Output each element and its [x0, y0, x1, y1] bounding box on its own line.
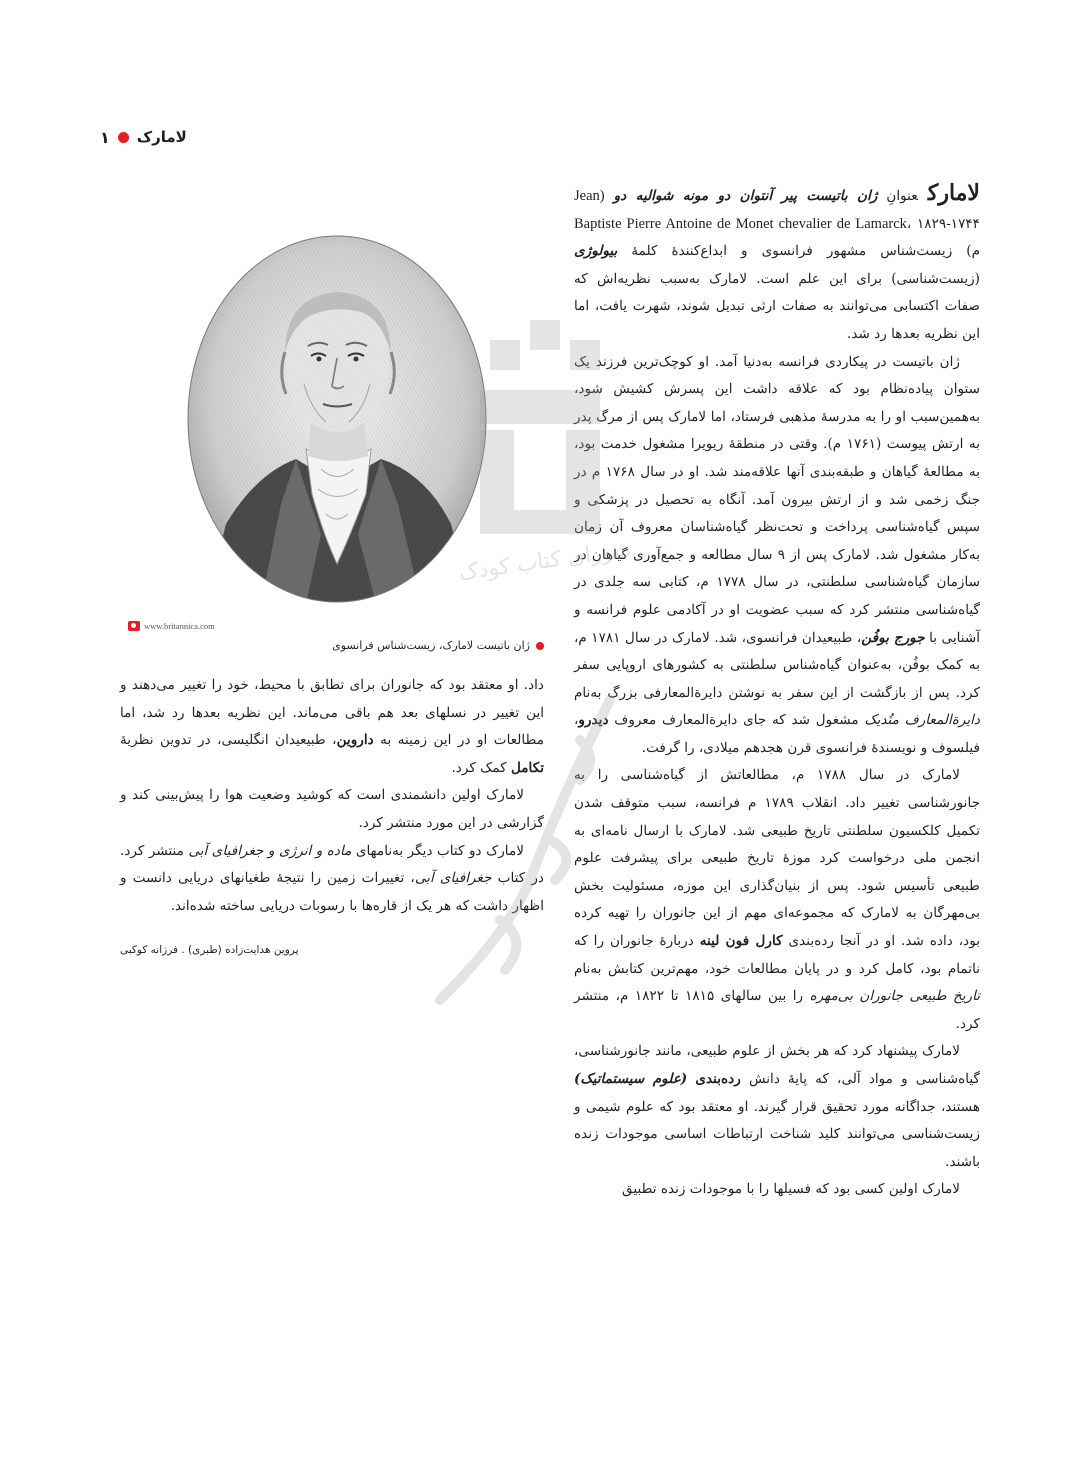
term-classification: رده‌بندی	[695, 1071, 741, 1087]
intro-paragraph: لامارکعنوانِ ژان باتیست پیر آنتوان دو مونه شوالیه دو Jean) Baptiste Pierre Antoine de Monet chevalier de Lamarck، ۱۸۲۹-۱۷۴۴ م) زیست‌شناس مشهور فرانسوی و ابداع‌کنندهٔ کلمهٔ بیولوژی (زیست‌شناسی) برای این علم است. لامارک به‌سبب نظریه‌اش که صفات اکتسابی می‌توانند به صفات ارثی تبدیل شوند، شهرت یافت، اما این نظریه بعدها رد شد.	[574, 180, 980, 342]
portrait-image	[186, 234, 488, 604]
name-diderot: دیدرو	[578, 712, 609, 729]
left-p1-text-b: ، طبیعیدان انگلیسی، در تدوین نظریهٔ	[120, 732, 337, 749]
book-invertebrates: تاریخ طبیعی جانوران بی‌مهره	[809, 988, 980, 1005]
credit-text: www.britannica.com	[144, 621, 215, 631]
page-header	[100, 122, 212, 152]
term-biology: بیولوژی	[574, 243, 618, 260]
left-paragraph-3	[120, 838, 544, 921]
intro-text-2: (زیست‌شناسی) برای این علم است. لامارک به‌سبب نظریه‌اش که صفات اکتسابی می‌توانند به صفات ارثی تبدیل شوند، شهرت یافت، اما این نظریه بعدها رد شد.	[574, 270, 980, 342]
book-hydrogeology: جغرافیای آبی	[188, 842, 264, 859]
figure-caption	[120, 637, 544, 655]
encyclopedia-title: دایرةالمعارف متُدیک	[864, 712, 980, 729]
left-p3-text-c: ، تغییرات زمین را نتیجهٔ طغیانهای دریایی دانست و اظهار داشت که هر یک از قاره‌ها با رسوبات دریایی ساخته شده‌اند.	[120, 870, 544, 914]
headword: لامارک	[927, 180, 980, 206]
caption-text: ژان باتیست لامارک، زیست‌شناس فرانسوی	[332, 639, 530, 652]
page-number: ۱	[100, 127, 110, 147]
intro-label: عنوانِ	[886, 188, 918, 204]
caption-bullet-icon	[536, 642, 544, 650]
p3-text-b: دربارهٔ جانوران را که ناتمام بود، کامل کرد و در پایان مطالعات خود، مهم‌ترین کتابش به‌نام	[574, 933, 980, 977]
paragraph-4	[574, 1038, 980, 1176]
p3-text-a: لامارک در سال ۱۷۸۸ م، مطالعاتش از گیاه‌شناسی را به جانورشناسی تغییر داد. انقلاب ۱۷۸۹ م فرانسه، سبب متوقف شدن تکمیل کلکسیون سلطنتی تاریخ طبیعی شد. لامارک با ارسال نامه‌ای به انجمن ملی درخواست کرد موزهٔ تاریخ طبیعی برای پیشرفت علوم طبیعی تأسیس شود. پس از بنیان‌گذاری این موزه، مسئولیت بخش بی‌مهرگان به لامارک که مجموعه‌ای مهم از این جانوران را تهیه کرده بود، داده شد. او در آنجا رده‌بندی	[574, 767, 980, 950]
article-column-left	[120, 672, 544, 920]
portrait-engraving-icon	[186, 234, 488, 604]
name-darwin: داروین	[336, 732, 374, 749]
image-credit	[128, 619, 215, 633]
term-systematics: (علوم سیستماتیک)	[574, 1071, 688, 1087]
paragraph-2	[574, 349, 980, 763]
left-paragraph-2: لامارک اولین دانشمندی است که کوشید وضعیت هوا را پیش‌بینی کند و گزارشی در این مورد منتشر کرد.	[120, 787, 544, 831]
left-paragraph-1	[120, 672, 544, 782]
latin-name-1: Jean)	[574, 188, 605, 204]
latin-name-2: Baptiste Pierre Antoine de Monet chevalier de Lamarck	[574, 215, 907, 232]
paragraph-3	[574, 762, 980, 1038]
intro-text-1: ۱۸۲۹-۱۷۴۴ م) زیست‌شناس مشهور فرانسوی و ابداع‌کنندهٔ کلمهٔ	[631, 215, 980, 260]
author-credit: پروین هدایت‌زاده (طبری) . فرزانه کوکبی	[120, 944, 299, 956]
header-bullet-icon	[118, 132, 129, 143]
left-p3-text-b: منتشر کرد. در کتاب	[120, 842, 544, 887]
p3-text-c: را بین سالهای ۱۸۱۵ تا ۱۸۲۲ م، منتشر کرد.	[574, 988, 980, 1032]
name-linnaeus: کارل فون لینه	[699, 933, 783, 950]
left-p1-text-c: کمک کرد.	[451, 759, 507, 776]
watermark-text: شورای کتاب کودک	[457, 537, 633, 586]
name-buffon: جورج بوفُن	[861, 629, 925, 646]
full-name: ژان باتیست پیر آنتوان دو مونه شوالیه دو	[613, 188, 878, 204]
paragraph-5: لامارک اولین کسی بود که فسیلها را با موجودات زنده تطبیق	[622, 1181, 960, 1198]
camera-icon	[128, 621, 140, 631]
p2-text-c: مشغول شد که جای دایرةالمعارف معروف	[614, 712, 859, 729]
term-evolution: تکامل	[510, 759, 544, 776]
p4-text-b: هستند، جداگانه مورد تحقیق قرار گیرند. او معتقد بود که علوم شیمی و زیست‌شناسی می‌توانند کلید شناخت ارتباطات اساسی موجودات زنده باشند.	[574, 1098, 980, 1170]
header-title: لامارک	[136, 128, 187, 146]
p4-text-a: لامارک پیشنهاد کرد که هر بخش از علوم طبیعی، مانند جانورشناسی، گیاه‌شناسی و مواد آلی، که پایهٔ دانش	[574, 1043, 980, 1087]
article-column-right	[574, 180, 980, 1204]
left-p3-text-a: لامارک دو کتاب دیگر به‌نامهای	[355, 842, 524, 859]
p2-text-a: ژان باتیست در پیکاردی فرانسه به‌دنیا آمد. او کوچک‌ترین فرزند یک ستوان پیاده‌نظام بود که علاقه داشت این پسرش کشیش شود، به‌همین‌سبب او را به مدرسهٔ مذهبی فرستاد، اما لامارک پس از مرگ پدر به ارتش پیوست (۱۷۶۱ م). وقتی در منطقهٔ ریویرا مشغول خدمت بود، به مطالعهٔ گیاهان و طبقه‌بندی آنها علاقه‌مند شد. او در سال ۱۷۶۸ م در جنگ زخمی شد و از ارتش بیرون آمد. آنگاه به تحصیل در پزشکی و سپس گیاه‌شناسی پرداخت و تحت‌نظر گیاه‌شناسان معروف آن زمان به‌کار مشغول شد. لامارک پس از ۹ سال مطالعه و جمع‌آوری گیاهان در سازمان گیاه‌شناسی سلطنتی، در سال ۱۷۷۸ م، کتابی سه جلدی در گیاه‌شناسی منتشر کرد که سبب عضویت او در آکادمی علوم فرانسه و آشنایی با	[574, 353, 981, 646]
left-p1-text-a: داد. او معتقد بود که جانوران برای تطابق با محیط، خود را تغییر می‌دهند و این تغییر در نسلهای بعد هم باقی می‌ماند. این نظریه بعدها رد شد، اما مطالعات او در این زمینه به	[120, 677, 544, 749]
left-and: و	[267, 842, 275, 859]
book-hydrogeology-2: جغرافیای آبی	[414, 870, 492, 887]
book-matter-energy: ماده و انرژی	[278, 842, 352, 859]
p2-text-b: ، طبیعیدان فرانسوی، شد. لامارک در سال ۱۷۸۱ م، به کمک بوفُن، به‌عنوان گیاه‌شناس سلطنتی به کشورهای اروپایی سفر کرد. پس از بازگشت از این سفر به نوشتن دایرةالمعارفی بزرگ به‌نام	[574, 629, 980, 701]
p2-text-d: ، فیلسوف و نویسندهٔ فرانسوی قرن هجدهم میلادی، را گرفت.	[574, 712, 980, 756]
